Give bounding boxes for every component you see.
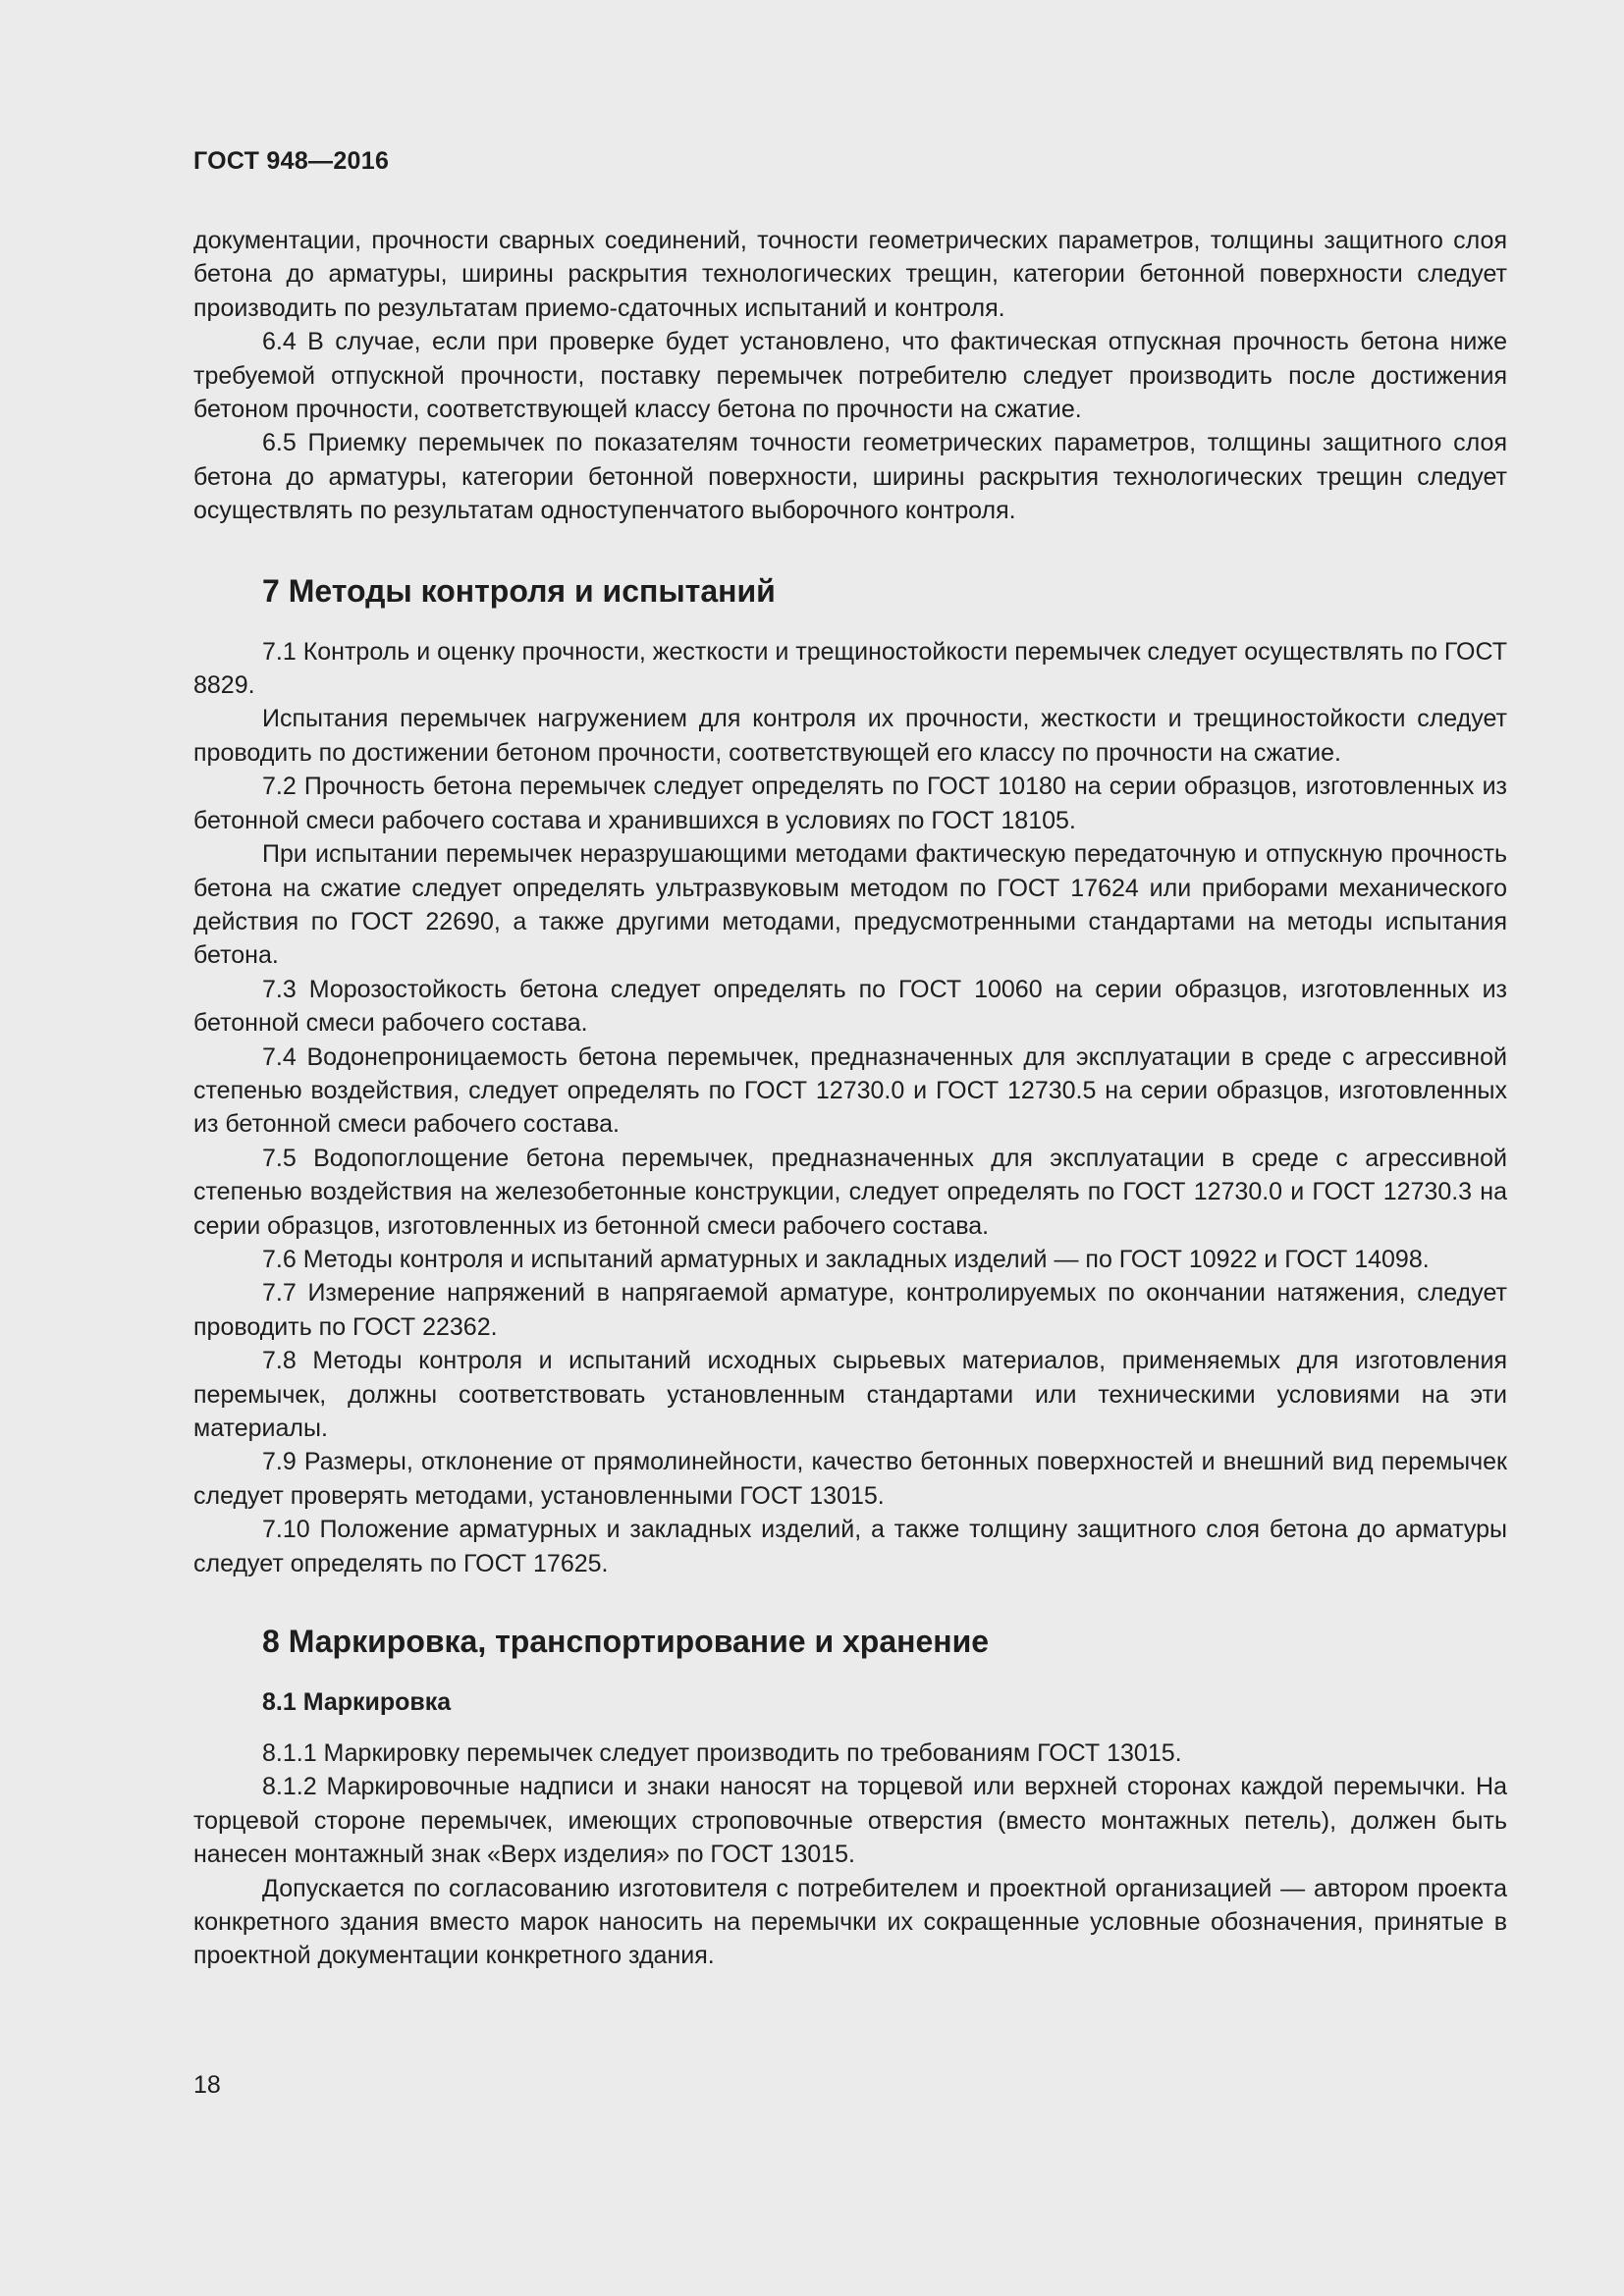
paragraph-6-3-continuation: документации, прочности сварных соединений, точности геометрических параметров, толщины защитного слоя бетона до арматуры, ширины раскрытия технологических трещин, категории бетонной поверхности следует производить по результатам приемо-сдаточных испытаний и контроля. [193,227,1507,322]
paragraph-8-1-1: 8.1.1 Маркировку перемычек следует производить по требованиям ГОСТ 13015. [262,1739,1182,1768]
paragraph-8-1-2-b: Допускается по согласованию изготовителя с потребителем и проектной организацией — автором проекта конкретного здания вместо марок наносить на перемычки их сокращенные условные обозначения, принятые в проектной документации конкретного здания. [193,1874,1507,1970]
paragraph-7-2-b: При испытании перемычек неразрушающими методами фактическую передаточную и отпускную прочность бетона на сжатие следует определять ультразвуковым методом по ГОСТ 17624 или приборами механического действия по ГОСТ 22690, а также другими методами, предусмотренными стандартами на методы испытания бетона. [193,840,1507,970]
paragraph-7-1: 7.1 Контроль и оценку прочности, жесткости и трещиностойкости перемычек следует осуществлять по ГОСТ 8829. [193,637,1507,700]
document-header: ГОСТ 948—2016 [193,147,390,175]
paragraph-7-6: 7.6 Методы контроля и испытаний арматурных и закладных изделий — по ГОСТ 10922 и ГОСТ 14098. [262,1245,1430,1273]
section-8-heading: 8 Маркировка, транспортирование и хранение [262,1624,990,1660]
paragraph-7-8: 7.8 Методы контроля и испытаний исходных сырьевых материалов, применяемых для изготовления перемычек, должны соответствовать установленным стандартами или техническими условиями на эти материалы. [193,1347,1507,1442]
paragraph-6-5: 6.5 Приемку перемычек по показателям точности геометрических параметров, толщины защитного слоя бетона до арматуры, категории бетонной поверхности, ширины раскрытия технологических трещин следует осуществлять по результатам одноступенчатого выборочного контроля. [193,429,1507,525]
paragraph-7-5: 7.5 Водопоглощение бетона перемычек, предназначенных для эксплуатации в среде с агрессивной степенью воздействия на железобетонные конструкции, следует определять по ГОСТ 12730.0 и ГОСТ 12730.3 на серии образцов, изготовленных из бетонной смеси рабочего состава. [193,1144,1507,1240]
paragraph-7-9: 7.9 Размеры, отклонение от прямолинейности, качество бетонных поверхностей и внешний вид перемычек следует проверять методами, установленными ГОСТ 13015. [193,1448,1507,1510]
paragraph-7-7: 7.7 Измерение напряжений в напрягаемой арматуре, контролируемых по окончании натяжения, следует проводить по ГОСТ 22362. [193,1279,1507,1341]
paragraph-7-2: 7.2 Прочность бетона перемычек следует определять по ГОСТ 10180 на серии образцов, изготовленных из бетонной смеси рабочего состава и хранившихся в условиях по ГОСТ 18105. [193,773,1507,834]
paragraph-6-4: 6.4 В случае, если при проверке будет установлено, что фактическая отпускная прочность бетона ниже требуемой отпускной прочности, поставку перемычек потребителю следует производить после достижения бетоном прочности, соответствующей классу бетона по прочности на сжатие. [193,328,1507,424]
paragraph-8-1-2: 8.1.2 Маркировочные надписи и знаки наносят на торцевой или верхней сторонах каждой перемычки. На торцевой стороне перемычек, имеющих строповочные отверстия (вместо монтажных петель), должен быть нанесен монтажный знак «Верх изделия» по ГОСТ 13015. [193,1773,1507,1869]
page-body [193,224,1507,1973]
paragraph-7-3: 7.3 Морозостойкость бетона следует определять по ГОСТ 10060 на серии образцов, изготовленных из бетонной смеси рабочего состава. [193,975,1507,1038]
paragraph-7-1-b: Испытания перемычек нагружением для контроля их прочности, жесткости и трещиностойкости следует проводить по достижении бетоном прочности, соответствующей его классу по прочности на сжатие. [193,705,1507,767]
paragraph-7-4: 7.4 Водонепроницаемость бетона перемычек, предназначенных для эксплуатации в среде с агрессивной степенью воздействия, следует определять по ГОСТ 12730.0 и ГОСТ 12730.5 на серии образцов, изготовленных из бетонной смеси рабочего состава. [193,1042,1507,1139]
section-7-heading: 7 Методы контроля и испытаний [262,572,776,609]
page-number: 18 [193,2071,221,2099]
subsection-8-1-heading: 8.1 Маркировка [262,1688,452,1717]
paragraph-7-10: 7.10 Положение арматурных и закладных изделий, а также толщину защитного слоя бетона до арматуры следует определять по ГОСТ 17625. [193,1516,1507,1577]
